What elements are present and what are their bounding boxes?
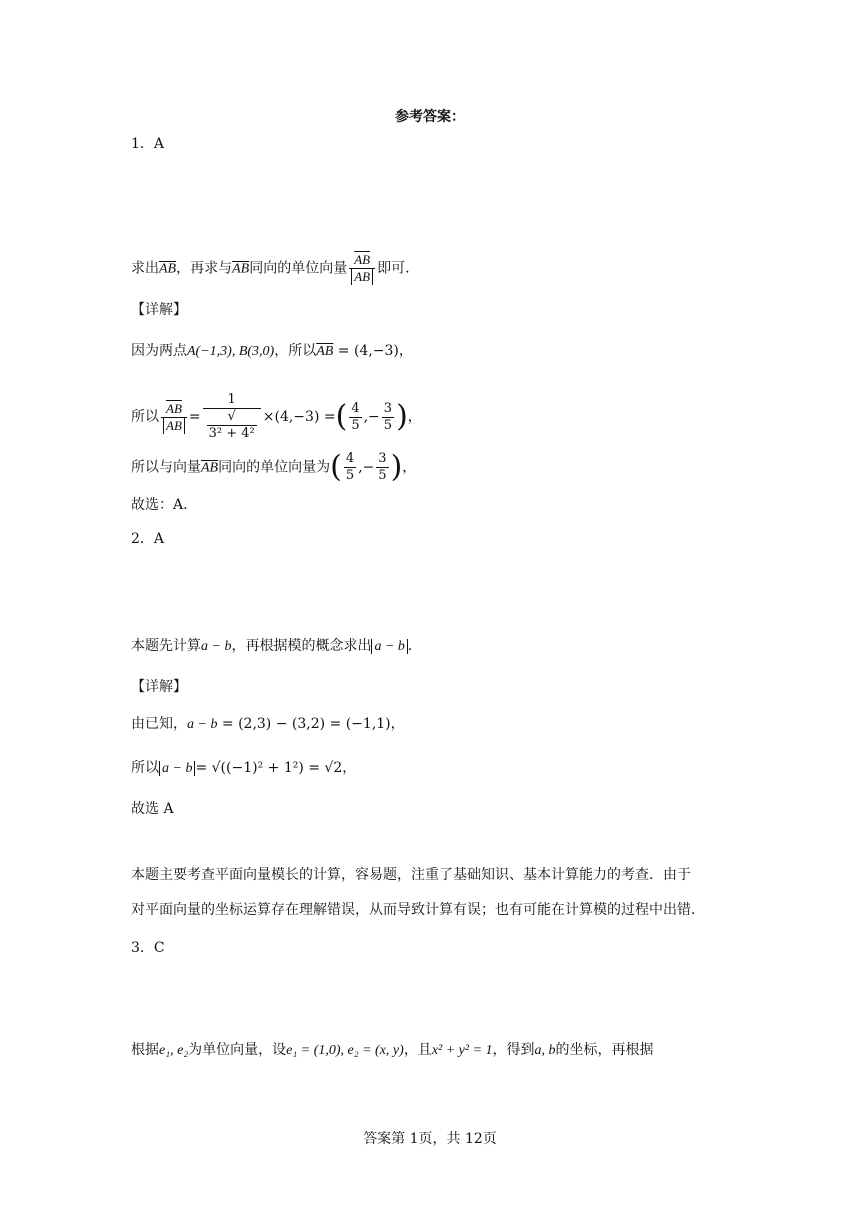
q2-line1-pre: 由已知， xyxy=(131,716,187,732)
q1-hint-frac-den: AB xyxy=(351,269,373,285)
q1-line1-val: = (4,−3)， xyxy=(333,343,413,359)
q1-line1-mid: ，所以 xyxy=(274,343,317,359)
q2-hint-expr: a − b xyxy=(201,639,232,654)
q1-line2-eq: = xyxy=(188,409,201,425)
q1-hint-end: 即可. xyxy=(377,260,410,277)
q2-hint-pre: 本题先计算 xyxy=(131,638,201,654)
q1-line1-pre: 因为两点 xyxy=(131,343,187,359)
q3-number: 3．C xyxy=(131,940,165,956)
q2-line2-val: = √((−1)² + 1²) = √2， xyxy=(195,760,357,776)
q1-choice: 故选：A. xyxy=(131,497,188,513)
q1-line1-points: A(−1,3), B(3,0) xyxy=(187,344,275,359)
q3-hint-end: 的坐标，再根据 xyxy=(555,1042,654,1058)
q3-hint-ab: a, b xyxy=(534,1043,556,1058)
q2-choice: 故选 A xyxy=(131,801,174,817)
q3-hint-cond: x² + y² = 1 xyxy=(431,1043,493,1058)
q1-line2: 所以 $\frac{\overline{AB}}{AB}$ = 1 √ 3² + 4² ×(4,−3) =( $\frac{4}{5}$ ,− $\frac{3}{5}$ )， xyxy=(131,392,422,441)
q1-line3-frac2-den: 5 xyxy=(378,468,387,483)
q1-line2-frac2-num: 1 xyxy=(203,392,261,409)
q2-line2-pre: 所以 xyxy=(131,760,159,776)
page-title: 参考答案： xyxy=(395,109,465,125)
q1-hint-text: 求出 xyxy=(131,260,159,277)
q1-line2-frac3-num: 4 xyxy=(351,400,360,416)
q1-line3: 所以与向量$\overline{AB}$同向的单位向量为( $\frac{4}{5}$ ,− $\frac{3}{5}$ )， xyxy=(131,449,417,485)
q2-line1 xyxy=(131,714,405,735)
q1-line3-frac2-num: 3 xyxy=(378,451,387,466)
q1-line2-frac1 xyxy=(161,401,187,434)
q2-hint xyxy=(131,636,412,657)
q1-line2-frac4-den: 5 xyxy=(383,417,393,433)
q1-hint-mid: ，再求与 xyxy=(176,260,233,277)
q1-line2-frac3 xyxy=(349,401,361,434)
q1-line2-frac2-den: 3² + 4² xyxy=(208,426,255,441)
q1-line2-frac1-num: $\overline{AB}$ xyxy=(161,401,187,418)
q1-line3-vec: $\overline{AB}$ xyxy=(201,460,219,476)
q1-line2-frac1-den: AB xyxy=(163,418,185,434)
q1-detail-label: 【详解】 xyxy=(131,302,187,318)
q1-line2-times: ×(4,−3) = xyxy=(262,409,336,425)
q1-line2-frac2: 1 √ 3² + 4² xyxy=(203,392,261,442)
q1-line1 xyxy=(131,341,413,362)
q1-line3-frac1 xyxy=(344,451,356,484)
q3-hint-pre: 根据 xyxy=(131,1042,159,1058)
q1-line3-pre: 所以与向量 xyxy=(131,459,201,476)
q3-hint-set: e₁ = (1,0), e₂ = (x, y) xyxy=(286,1043,404,1058)
q2-number: 2．A xyxy=(131,531,165,547)
q1-line1-vec: $\overline{AB}$ xyxy=(316,344,334,359)
q1-line2-end: ， xyxy=(407,409,422,425)
q1-hint-vec2: $\overline{AB}$ xyxy=(232,261,250,277)
q2-detail-label: 【详解】 xyxy=(131,679,187,695)
q1-line2-frac4-num: 3 xyxy=(383,400,393,416)
q1-hint-frac-num: $\overline{AB}$ xyxy=(349,252,375,269)
page-footer: 答案第 1页，共 12页 xyxy=(363,1131,497,1147)
q2-line2-abs: a − b xyxy=(159,761,195,776)
q1-hint xyxy=(131,252,410,285)
q2-comment-1: 本题主要考查平面向量模长的计算，容易题，注重了基础知识、基本计算能力的考查．由于 xyxy=(131,867,691,883)
q3-hint-vecs: e₁, e₂ xyxy=(159,1043,189,1058)
q1-number: 1．A xyxy=(131,136,165,152)
q1-line2-pre: 所以 xyxy=(131,409,159,425)
q2-hint-end: . xyxy=(407,638,413,654)
q1-line3-end: ， xyxy=(402,459,417,476)
q2-comment-2: 对平面向量的坐标运算存在理解错误，从而导致计算有误；也有可能在计算模的过程中出错． xyxy=(131,902,705,918)
q3-hint-mid2: ，且 xyxy=(403,1042,432,1058)
q2-hint-abs: a − b xyxy=(371,639,407,654)
q1-hint-frac xyxy=(349,252,375,285)
q2-line1-val: = (2,3) − (3,2) = (−1,1)， xyxy=(217,716,405,732)
q2-line2 xyxy=(131,758,356,779)
q2-hint-mid: ，再根据模的概念求出 xyxy=(231,638,372,654)
q1-line3-frac1-num: 4 xyxy=(345,451,355,466)
q3-hint-mid: 为单位向量，设 xyxy=(188,1042,287,1058)
q2-line1-expr: a − b xyxy=(187,717,218,732)
q1-line3-mid: 同向的单位向量为 xyxy=(218,459,331,476)
q1-hint-mid2: 同向的单位向量 xyxy=(249,260,348,277)
q1-hint-vec: $\overline{AB}$ xyxy=(159,261,177,277)
q1-line2-frac4 xyxy=(382,401,394,434)
q3-hint xyxy=(131,1040,654,1061)
q1-line3-frac1-den: 5 xyxy=(345,468,355,483)
q1-line3-frac2 xyxy=(376,451,388,484)
q3-hint-mid3: ，得到 xyxy=(492,1042,535,1058)
q1-line2-frac3-den: 5 xyxy=(351,417,360,433)
